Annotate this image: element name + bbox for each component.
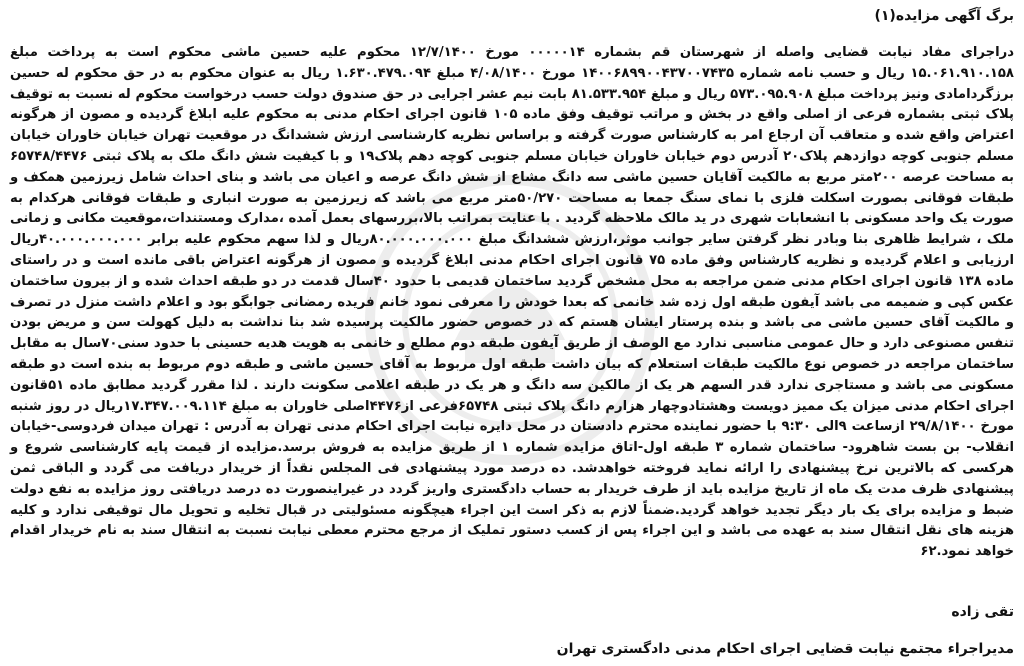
notice-body: دراجرای مفاد نیابت قضایی واصله از شهرستان قم بشماره ۰۰۰۰۰۱۴ مورخ ۱۲/۷/۱۴۰۰ محکوم علیه حسین ماشی محکوم است به پرداخت مبلغ ۱۵.۰۶۱.۹۱۰.۱۵۸ ریال و حسب نامه شماره ۱۴۰۰۶۸۹۹۰۰۴۳۷۰۰۷۴۳۵ مورخ ۴/۰۸/۱۴۰۰ مبلغ ۱.۶۳۰.۴۷۹.۰۹۴ ریال به عنوان محکوم به در حق محکوم له حسین برزگردامادی ونیز پرداخت مبلغ ۵۷۳.۰۹۵.۹۰۸ ریال و مبلغ ۸۱.۵۳۳.۹۵۴ بابت نیم عشر اجرایی در حق صندوق دولت حسب درخواست محکوم له نسبت به توقیف پلاک ثبتی بشماره فرعی از اصلی واقع در بخش و مراتب توقیف وفق ماده ۱۰۵ قانون اجرای احکام مدنی به محکوم علیه ابلاغ گردیده و مصون از هرگونه اعتراض واقع شده و متعاقب آن ارجاع امر به کارشناس صورت گرفته و براساس نظریه کارشناسی ارزش ششدانگ در موقعیت تهران خیابان خاوران خیابان مسلم جنوبی کوچه دوازدهم پلاک۲۰ آدرس دوم خیابان خاوران خیابان مسلم جنوبی کوچه دهم پلاک۱۹ و با کیفیت شش دانگ ملک به پلاک ثبتی ۶۵۷۴۸/۴۴۷۶ به مساحت عرصه ۲۰۰متر مربع به مالکیت آقایان حسین ماشی سه دانگ مشاع از شش دانگ عرصه و اعیان می باشد و بنای احداث شامل زیرزمین همکف و طبقات فوقانی بصورت اسکلت فلزی با نمای سنگ جمعا به مساحت ۵۰/۲۷۰متر مربع می باشد که زیرزمین به صورت انباری و طبقات فوقانی هرکدام به صورت یک واحد مسکونی با انشعابات شهری در ید مالک ملاحظه گردید . با عنایت بمراتب بالا،بررسهای بعمل آمده ،مدارک ومستندات،موقعیت مکانی و زمانی ملک ، شرایط ظاهری بنا وبادر نظر گرفتن سایر جوانب موثر،ارزش ششدانگ مبلغ ۸۰.۰۰۰.۰۰۰.۰۰۰ریال و لذا سهم محکوم علیه برابر ۴۰.۰۰۰.۰۰۰.۰۰۰ریال ارزیابی و اعلام گردیده و نظریه کارشناس وفق ماده ۷۵ قانون اجرای احکام مدنی ابلاغ گردیده و مصون از هرگونه اعتراض باقی مانده است و در راستای ماده ۱۳۸ قانون اجرای احکام مدنی ضمن مراجعه به محل مشخص گردید ساختمان قدیمی با حدود ۴۰سال قدمت در دو طبقه احداث شده و از بیرون ساختمان عکس کپی و ضمیمه می باشد آیفون طبقه اول زده شد خانمی که بعدا خودش را معرفی نمود خانم فریده رمضانی جوابگو بود و اعلام داشت منزل در تصرف و مالکیت آقای حسین ماشی می باشد و بنده پرستار ایشان هستم که در خصوص حضور مالکیت پرسیده شد بنا نداشت به دلیل کهولت سن و مریض بودن تنفس مصنوعی دارد و حال عمومی مناسبی ندارد مع الوصف از طریق آیفون طبقه دوم مطلع و خانمی به هویت هدیه حسینی با حدود سنی۷۰سال به مقابل ساختمان مراجعه در خصوص نوع مالکیت طبقات استعلام که بیان داشت طبقه اول مربوط به آقای حسین ماشی و طبقه دوم مربوط به بنده است دو طبقه مسکونی می باشد و مستاجری ندارد قدر السهم هر یک از مالکین سه دانگ و هر یک در طبقه اعلامی سکونت دارند . لذا مقرر گردید مطابق ماده ۵۱قانون اجرای احکام مدنی میزان یک ممیز دویست وهشتادوچهار هزارم دانگ پلاک ثبتی ۶۵۷۴۸فرعی از۴۴۷۶اصلی خاوران به مبلغ ۱۷.۳۴۷.۰۰۹.۱۱۴ریال در روز شنبه مورخ ۲۹/۸/۱۴۰۰ ازساعت ۹الی ۹:۳۰ با حضور نماینده محترم دادستان در محل دایره نیابت اجرای احکام مدنی تهران به آدرس : تهران میدان فردوسی-خیابان انقلاب- بن بست شاهرود- ساختمان شماره ۳ طبقه اول-اتاق مزایده شماره ۱ از طریق مزایده به فروش برسد.مزایده از قیمت پایه کارشناسی شروع و هرکسی که بالاترین نرخ پیشنهادی را ارائه نماید فروخته خواهدشد. ده درصد مورد پیشنهادی فی المجلس نقداً از خریدار دریافت می گردد و الباقی ثمن پیشنهادی ظرف مدت یک ماه از تاریخ مزایده باید از طرف خریدار به حساب دادگستری واریز گردد در غیراینصورت ده درصد دریافتی روز مزایده به نفع دولت ضبط و مزایده برای یک بار دیگر تجدید خواهد گردید.ضمناً لازم به ذکر است این اجراء هیچگونه مسئولیتی در قبال تخلیه و تحویل مال توقیفی ندارد و کلیه هزینه های نقل انتقال سند به عهده می باشد و این اجراء پس از کسب دستور تملیک از مرجع محترم معطی نیابت نسبت به انتقال سند به نام خریدار اقدام خواهد نمود.۶۲ <box>10 45 1015 560</box>
signer-title: مدیراجراء مجتمع نیابت قضایی اجرای احکام مدنی دادگستری تهران <box>556 641 1014 657</box>
notice-header: برگ آگهی مزایده(۱) <box>874 8 1014 24</box>
signer-name: تقی زاده <box>951 604 1014 620</box>
